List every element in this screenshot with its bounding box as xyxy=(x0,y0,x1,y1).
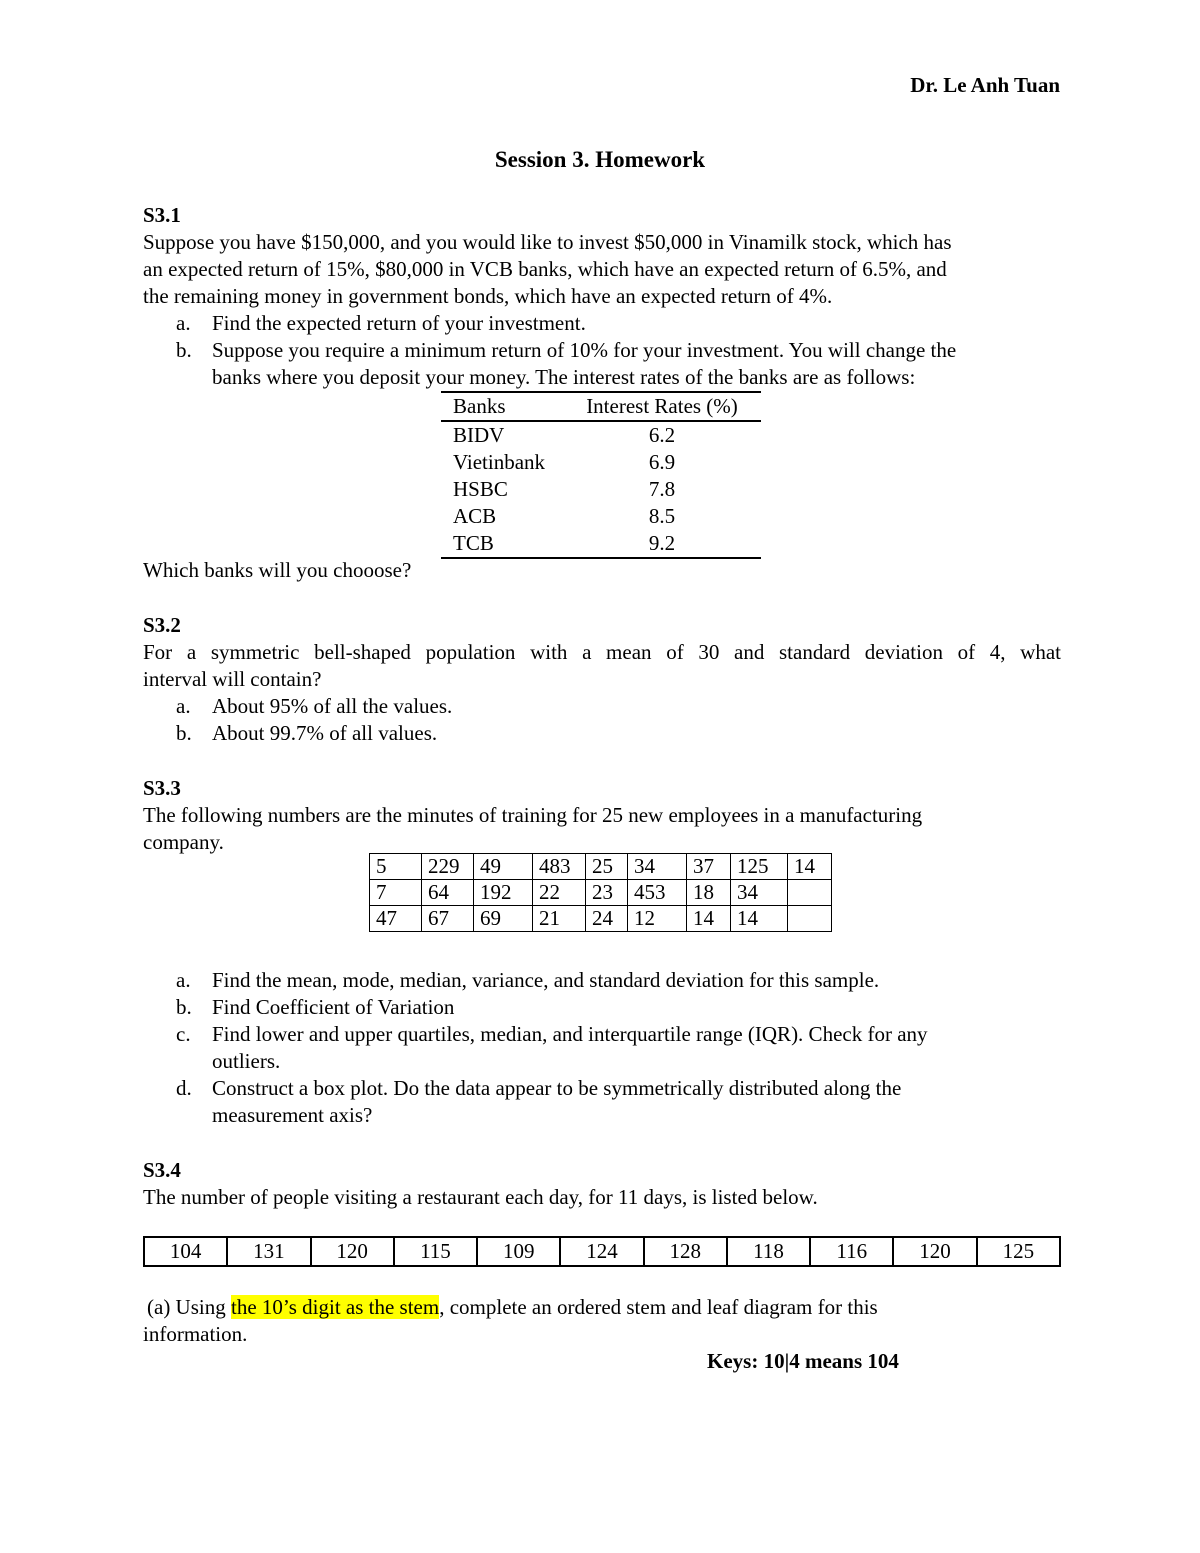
s31-line-2: an expected return of 15%, $80,000 in VCB banks, which have an expected return of 6.5%, and xyxy=(143,257,947,281)
bank-name: Vietinbank xyxy=(453,450,546,474)
s33-item-b-label: b. xyxy=(176,995,192,1019)
table-cell: 21 xyxy=(533,906,586,932)
table-cell: 22 xyxy=(533,880,586,906)
s33-item-a-label: a. xyxy=(176,968,191,992)
bank-name: ACB xyxy=(453,504,497,528)
table-cell: 14 xyxy=(687,906,731,932)
table-cell: 453 xyxy=(628,880,687,906)
s33-item-b-text: Find Coefficient of Variation xyxy=(212,995,455,1019)
bank-rate: 8.5 xyxy=(648,504,676,528)
table-cell: 67 xyxy=(422,906,474,932)
table-row xyxy=(441,530,761,558)
s31-line-1: Suppose you have $150,000, and you would like to invest $50,000 in Vinamilk stock, which has xyxy=(143,230,952,254)
table-cell: 14 xyxy=(788,854,832,880)
table-cell: 120 xyxy=(893,1237,976,1266)
s33-item-d-line-2: measurement axis? xyxy=(212,1103,373,1127)
s31-item-b-label: b. xyxy=(176,338,192,362)
visitors-table xyxy=(143,1236,1061,1267)
table-row xyxy=(370,854,832,880)
s34-line-1: The number of people visiting a restaurant each day, for 11 days, is listed below. xyxy=(143,1185,818,1209)
table-cell: 125 xyxy=(977,1237,1060,1266)
table-cell xyxy=(788,880,832,906)
bank-name: HSBC xyxy=(453,477,508,501)
table-cell: 116 xyxy=(810,1237,893,1266)
table-cell: 49 xyxy=(474,854,533,880)
s33-item-d-line-1: Construct a box plot. Do the data appear to be symmetrically distributed along the xyxy=(212,1076,902,1100)
table-cell: 118 xyxy=(727,1237,810,1266)
s32-line-1: For a symmetric bell-shaped population with a mean of 30 and standard deviation of 4, what xyxy=(143,640,1061,664)
page-title: Session 3. Homework xyxy=(494,147,706,172)
table-cell: 120 xyxy=(311,1237,394,1266)
table-cell xyxy=(788,906,832,932)
s34-heading: S3.4 xyxy=(143,1158,181,1182)
training-minutes-table xyxy=(369,853,832,932)
s32-item-a-text: About 95% of all the values. xyxy=(212,694,453,718)
table-row xyxy=(441,476,761,503)
table-header-rates: Interest Rates (%) xyxy=(586,394,738,418)
s32-item-b-label: b. xyxy=(176,721,192,745)
bank-name: TCB xyxy=(453,531,494,555)
table-cell: 109 xyxy=(477,1237,560,1266)
bank-name: BIDV xyxy=(453,423,505,447)
table-cell: 14 xyxy=(731,906,788,932)
table-cell: 25 xyxy=(586,854,628,880)
s34-part-a-prefix: (a) Using xyxy=(147,1295,231,1319)
s31-item-b-line-1: Suppose you require a minimum return of 10% for your investment. You will change the xyxy=(212,338,957,362)
table-cell: 34 xyxy=(628,854,687,880)
s31-item-b-line-2: banks where you deposit your money. The interest rates of the banks are as follows: xyxy=(212,365,916,389)
table-cell: 12 xyxy=(628,906,687,932)
stem-leaf-key: Keys: 10|4 means 104 xyxy=(707,1349,899,1373)
table-cell: 34 xyxy=(731,880,788,906)
s34-part-a-line-1 xyxy=(147,1294,878,1321)
table-row xyxy=(441,421,761,449)
table-cell: 229 xyxy=(422,854,474,880)
author-name: Dr. Le Anh Tuan xyxy=(910,73,1060,97)
s31-item-a-label: a. xyxy=(176,311,191,335)
s31-heading: S3.1 xyxy=(143,203,181,227)
s31-item-a-text: Find the expected return of your investment. xyxy=(212,311,586,335)
table-header-banks: Banks xyxy=(453,394,506,418)
s33-item-c-label: c. xyxy=(176,1022,191,1046)
table-cell: 115 xyxy=(394,1237,477,1266)
table-row xyxy=(370,880,832,906)
s34-part-a-suffix: , complete an ordered stem and leaf diagram for this xyxy=(439,1295,878,1319)
bank-rate: 6.2 xyxy=(648,423,676,447)
table-cell: 69 xyxy=(474,906,533,932)
table-cell: 124 xyxy=(560,1237,643,1266)
bank-rate: 9.2 xyxy=(648,531,676,555)
table-cell: 104 xyxy=(144,1237,227,1266)
table-cell: 5 xyxy=(370,854,422,880)
s33-item-a-text: Find the mean, mode, median, variance, and standard deviation for this sample. xyxy=(212,968,880,992)
s32-item-a-label: a. xyxy=(176,694,191,718)
s34-part-a-line-2: information. xyxy=(143,1322,248,1346)
table-cell: 483 xyxy=(533,854,586,880)
s32-item-b-text: About 99.7% of all values. xyxy=(212,721,438,745)
s33-item-c-line-2: outliers. xyxy=(212,1049,281,1073)
table-row xyxy=(441,503,761,530)
bank-interest-table xyxy=(441,391,761,559)
table-cell: 7 xyxy=(370,880,422,906)
s33-line-2: company. xyxy=(143,830,224,854)
s31-line-3: the remaining money in government bonds, which have an expected return of 4%. xyxy=(143,284,833,308)
table-cell: 47 xyxy=(370,906,422,932)
table-cell: 37 xyxy=(687,854,731,880)
s31-question: Which banks will you chooose? xyxy=(143,558,412,582)
table-cell: 128 xyxy=(644,1237,727,1266)
table-row xyxy=(144,1237,1060,1266)
table-row xyxy=(441,449,761,476)
table-cell: 64 xyxy=(422,880,474,906)
table-row xyxy=(370,906,832,932)
s33-item-d-label: d. xyxy=(176,1076,192,1100)
s32-line-2: interval will contain? xyxy=(143,667,322,691)
s33-heading: S3.3 xyxy=(143,776,181,800)
table-cell: 23 xyxy=(586,880,628,906)
s33-item-c-line-1: Find lower and upper quartiles, median, and interquartile range (IQR). Check for any xyxy=(212,1022,928,1046)
bank-rate: 6.9 xyxy=(648,450,676,474)
s34-part-a-highlight: the 10’s digit as the stem xyxy=(230,1295,440,1319)
table-cell: 192 xyxy=(474,880,533,906)
table-cell: 125 xyxy=(731,854,788,880)
table-cell: 18 xyxy=(687,880,731,906)
bank-rate: 7.8 xyxy=(648,477,676,501)
s33-line-1: The following numbers are the minutes of training for 25 new employees in a manufacturing xyxy=(143,803,923,827)
table-header-row xyxy=(441,392,761,421)
table-cell: 24 xyxy=(586,906,628,932)
s32-heading: S3.2 xyxy=(143,613,181,637)
table-cell: 131 xyxy=(227,1237,310,1266)
